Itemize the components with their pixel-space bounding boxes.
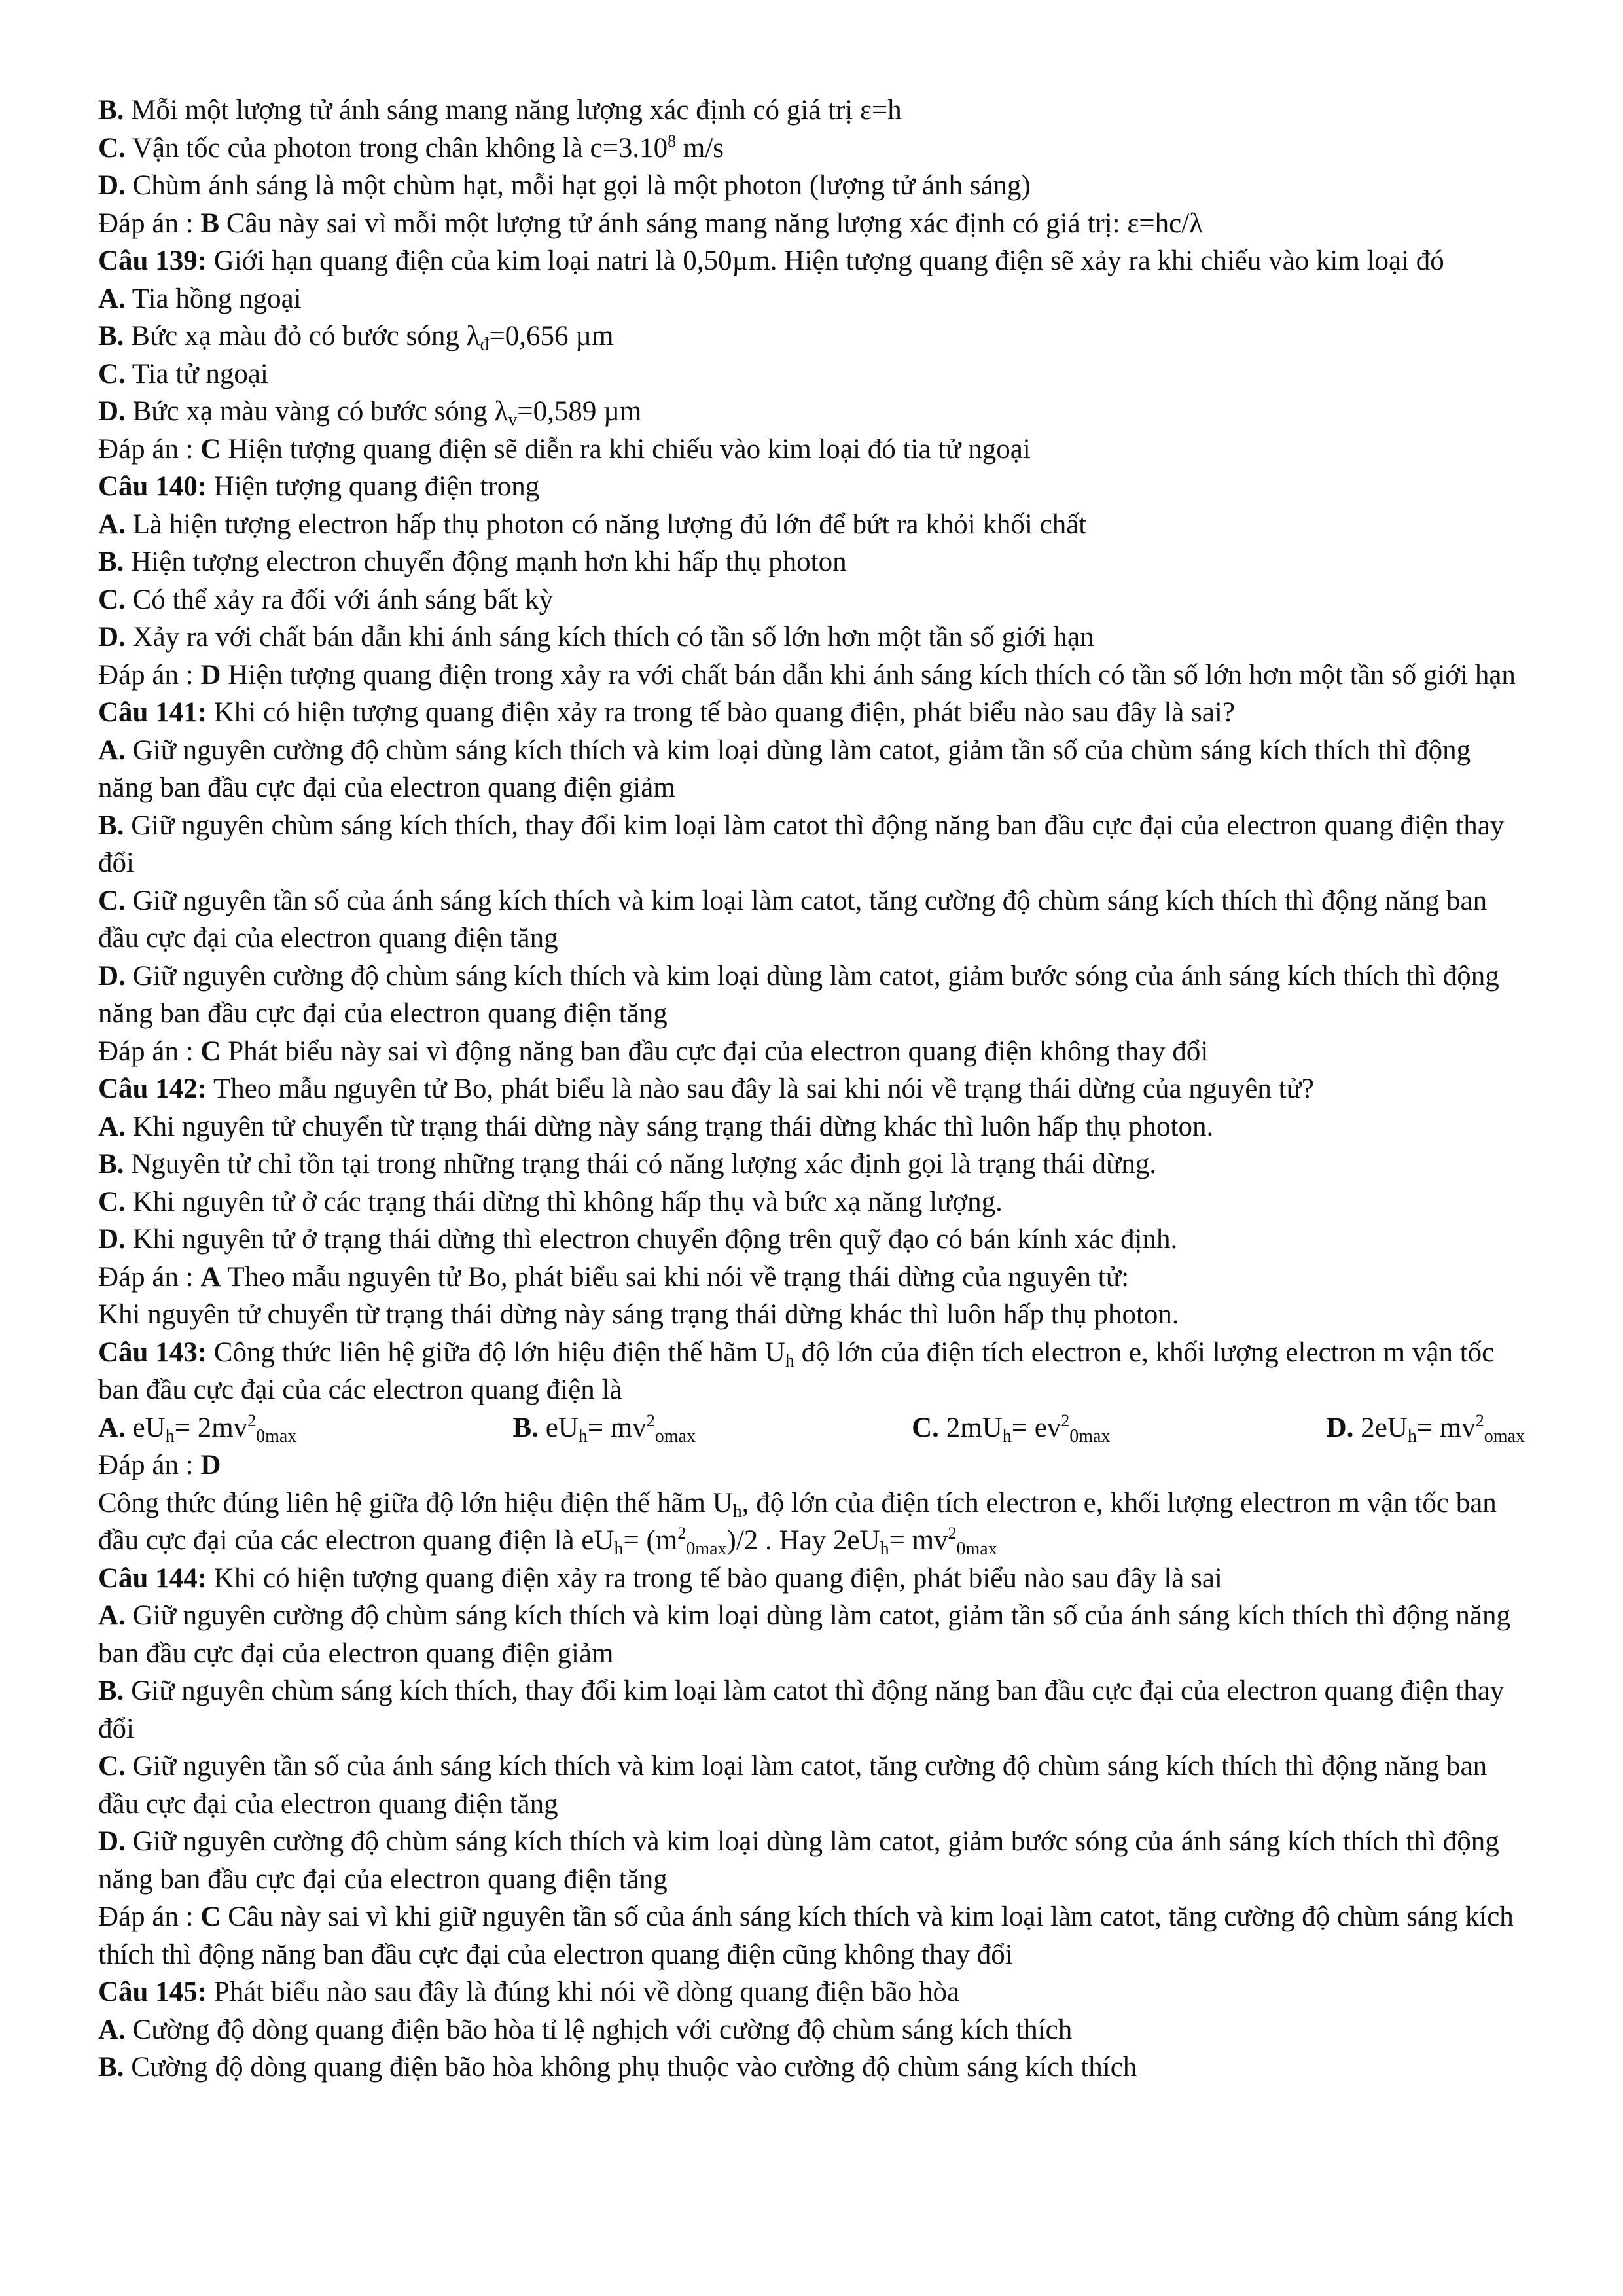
question-stem: Câu 144: Khi có hiện tượng quang điện xảy ra trong tế bào quang điện, phát biểu nào sau đây là sai: [98, 1562, 1222, 1594]
option-c: C. Có thể xảy ra đối với ánh sáng bất kỳ: [98, 584, 554, 615]
option-d: D. Giữ nguyên cường độ chùm sáng kích thích và kim loại dùng làm catot, giảm bước sóng của ánh sáng kích thích thì động năng ban đầu cực đại của electron quang điện tăng: [98, 960, 1499, 1029]
answer-line: Đáp án : D Hiện tượng quang điện trong xảy ra với chất bán dẫn khi ánh sáng kích thích có tần số lớn hơn một tần số giới hạn: [98, 659, 1516, 691]
option-b: B. Giữ nguyên chùm sáng kích thích, thay đổi kim loại làm catot thì động năng ban đầu cực đại của electron quang điện thay đổi: [98, 1676, 1505, 1744]
option-c: C. Giữ nguyên tần số của ánh sáng kích thích và kim loại làm catot, tăng cường độ chùm sáng kích thích thì động năng ban đầu cực đại của electron quang điện tăng: [98, 885, 1488, 954]
option-b: B. Giữ nguyên chùm sáng kích thích, thay đổi kim loại làm catot thì động năng ban đầu cực đại của electron quang điện thay đổi: [98, 810, 1505, 878]
answer-explanation: Công thức đúng liên hệ giữa độ lớn hiệu điện thế hãm $U_h$, độ lớn của điện tích electron e, khối lượng electron m vận tốc ban đầu cực đại của các electron quang điện là $eU_h= (m^2_{0max})/2$ . Hay $2eU_h= mv^2_{0max}$: [98, 1487, 1497, 1559]
option-b: B. Mỗi một lượng tử ánh sáng mang năng lượng xác định có giá trị ε=h: [98, 95, 902, 126]
question-stem: Câu 143: Công thức liên hệ giữa độ lớn hiệu điện thế hãm $U_h$ độ lớn của điện tích electron e, khối lượng electron m vận tốc ban đầu cực đại của các electron quang điện là: [98, 1336, 1495, 1405]
option-b: B. Bức xạ màu đỏ có bước sóng $\lambda_đ=0,656$ µm: [98, 321, 614, 355]
option-b: B. Nguyên tử chỉ tồn tại trong những trạng thái có năng lượng xác định gọi là trạng thái dừng.: [98, 1149, 1157, 1179]
option-c: C. Khi nguyên tử ở các trạng thái dừng thì không hấp thụ và bức xạ năng lượng.: [98, 1186, 1003, 1217]
answer-line: Đáp án : D: [98, 1450, 221, 1480]
option-b: B. $eU_h= mv^2_{omax}$: [512, 1410, 696, 1446]
option-c: C. Vận tốc của photon trong chân không là $c=3.10^8$ m/s: [98, 131, 724, 164]
formula-options: [98, 1409, 1525, 1447]
question-stem: Câu 142: Theo mẫu nguyên tử Bo, phát biểu là nào sau đây là sai khi nói về trạng thái dừng của nguyên tử?: [98, 1073, 1315, 1104]
answer-line: Đáp án : C Phát biểu này sai vì động năng ban đầu cực đại của electron quang điện không thay đổi: [98, 1035, 1209, 1067]
option-a: A. Giữ nguyên cường độ chùm sáng kích thích và kim loại dùng làm catot, giảm tần số của chùm sáng kích thích thì động năng ban đầu cực đại của electron quang điện giảm: [98, 734, 1471, 803]
answer-line: Đáp án : C Câu này sai vì khi giữ nguyên tần số của ánh sáng kích thích và kim loại làm catot, tăng cường độ chùm sáng kích thích thì động năng ban đầu cực đại của electron quang điện cũng không thay đổi: [98, 1901, 1514, 1970]
option-c: C. $2mU_h= ev^2_{0max}$: [912, 1410, 1111, 1446]
question-stem: Câu 139: Giới hạn quang điện của kim loại natri là 0,50µm. Hiện tượng quang điện sẽ xảy ra khi chiếu vào kim loại đó: [98, 245, 1444, 276]
option-c: C. Tia tử ngoại: [98, 358, 268, 389]
option-d: D. Bức xạ màu vàng có bước sóng $\lambda_v=0,589$ µm: [98, 396, 642, 430]
option-c: C. Giữ nguyên tần số của ánh sáng kích thích và kim loại làm catot, tăng cường độ chùm sáng kích thích thì động năng ban đầu cực đại của electron quang điện tăng: [98, 1751, 1488, 1820]
answer-line: Đáp án : A Theo mẫu nguyên tử Bo, phát biểu sai khi nói về trạng thái dừng của nguyên tử:: [98, 1261, 1130, 1293]
option-a: A. Là hiện tượng electron hấp thụ photon có năng lượng đủ lớn để bứt ra khỏi khối chất: [98, 509, 1087, 540]
option-b: B. Cường độ dòng quang điện bão hòa không phụ thuộc vào cường độ chùm sáng kích thích: [98, 2052, 1137, 2083]
answer-explanation: Khi nguyên tử chuyển từ trạng thái dừng này sáng trạng thái dừng khác thì luôn hấp thụ photon.: [98, 1299, 1179, 1330]
option-d: D. Chùm ánh sáng là một chùm hạt, mỗi hạt gọi là một photon (lượng tử ánh sáng): [98, 170, 1031, 201]
option-a: A. $eU_h= 2mv^2_{0max}$: [98, 1410, 297, 1446]
option-d: D. Khi nguyên tử ở trạng thái dừng thì electron chuyển động trên quỹ đạo có bán kính xác định.: [98, 1224, 1178, 1255]
option-a: A. Tia hồng ngoại: [98, 283, 302, 314]
question-stem: Câu 145: Phát biểu nào sau đây là đúng khi nói về dòng quang điện bão hòa: [98, 1977, 960, 2007]
option-a: A. Cường độ dòng quang điện bão hòa tỉ lệ nghịch với cường độ chùm sáng kích thích: [98, 2014, 1073, 2045]
option-d: D. Giữ nguyên cường độ chùm sáng kích thích và kim loại dùng làm catot, giảm bước sóng của ánh sáng kích thích thì động năng ban đầu cực đại của electron quang điện tăng: [98, 1826, 1499, 1895]
question-stem: Câu 141: Khi có hiện tượng quang điện xảy ra trong tế bào quang điện, phát biểu nào sau đây là sai?: [98, 697, 1235, 728]
answer-line: Đáp án : C Hiện tượng quang điện sẽ diễn ra khi chiếu vào kim loại đó tia tử ngoại: [98, 433, 1031, 465]
option-b: B. Hiện tượng electron chuyển động mạnh hơn khi hấp thụ photon: [98, 547, 847, 577]
option-a: A. Khi nguyên tử chuyển từ trạng thái dừng này sáng trạng thái dừng khác thì luôn hấp thụ photon.: [98, 1111, 1214, 1142]
question-stem: Câu 140: Hiện tượng quang điện trong: [98, 471, 540, 502]
option-d: D. $2eU_h= mv^2_{omax}$: [1326, 1410, 1525, 1446]
option-a: A. Giữ nguyên cường độ chùm sáng kích thích và kim loại dùng làm catot, giảm tần số của ánh sáng kích thích thì động năng ban đầu cực đại của electron quang điện giảm: [98, 1600, 1511, 1669]
option-d: D. Xảy ra với chất bán dẫn khi ánh sáng kích thích có tần số lớn hơn một tần số giới hạn: [98, 622, 1094, 653]
answer-line: Đáp án : B Câu này sai vì mỗi một lượng tử ánh sáng mang năng lượng xác định có giá trị: ε=hc/λ: [98, 207, 1204, 239]
